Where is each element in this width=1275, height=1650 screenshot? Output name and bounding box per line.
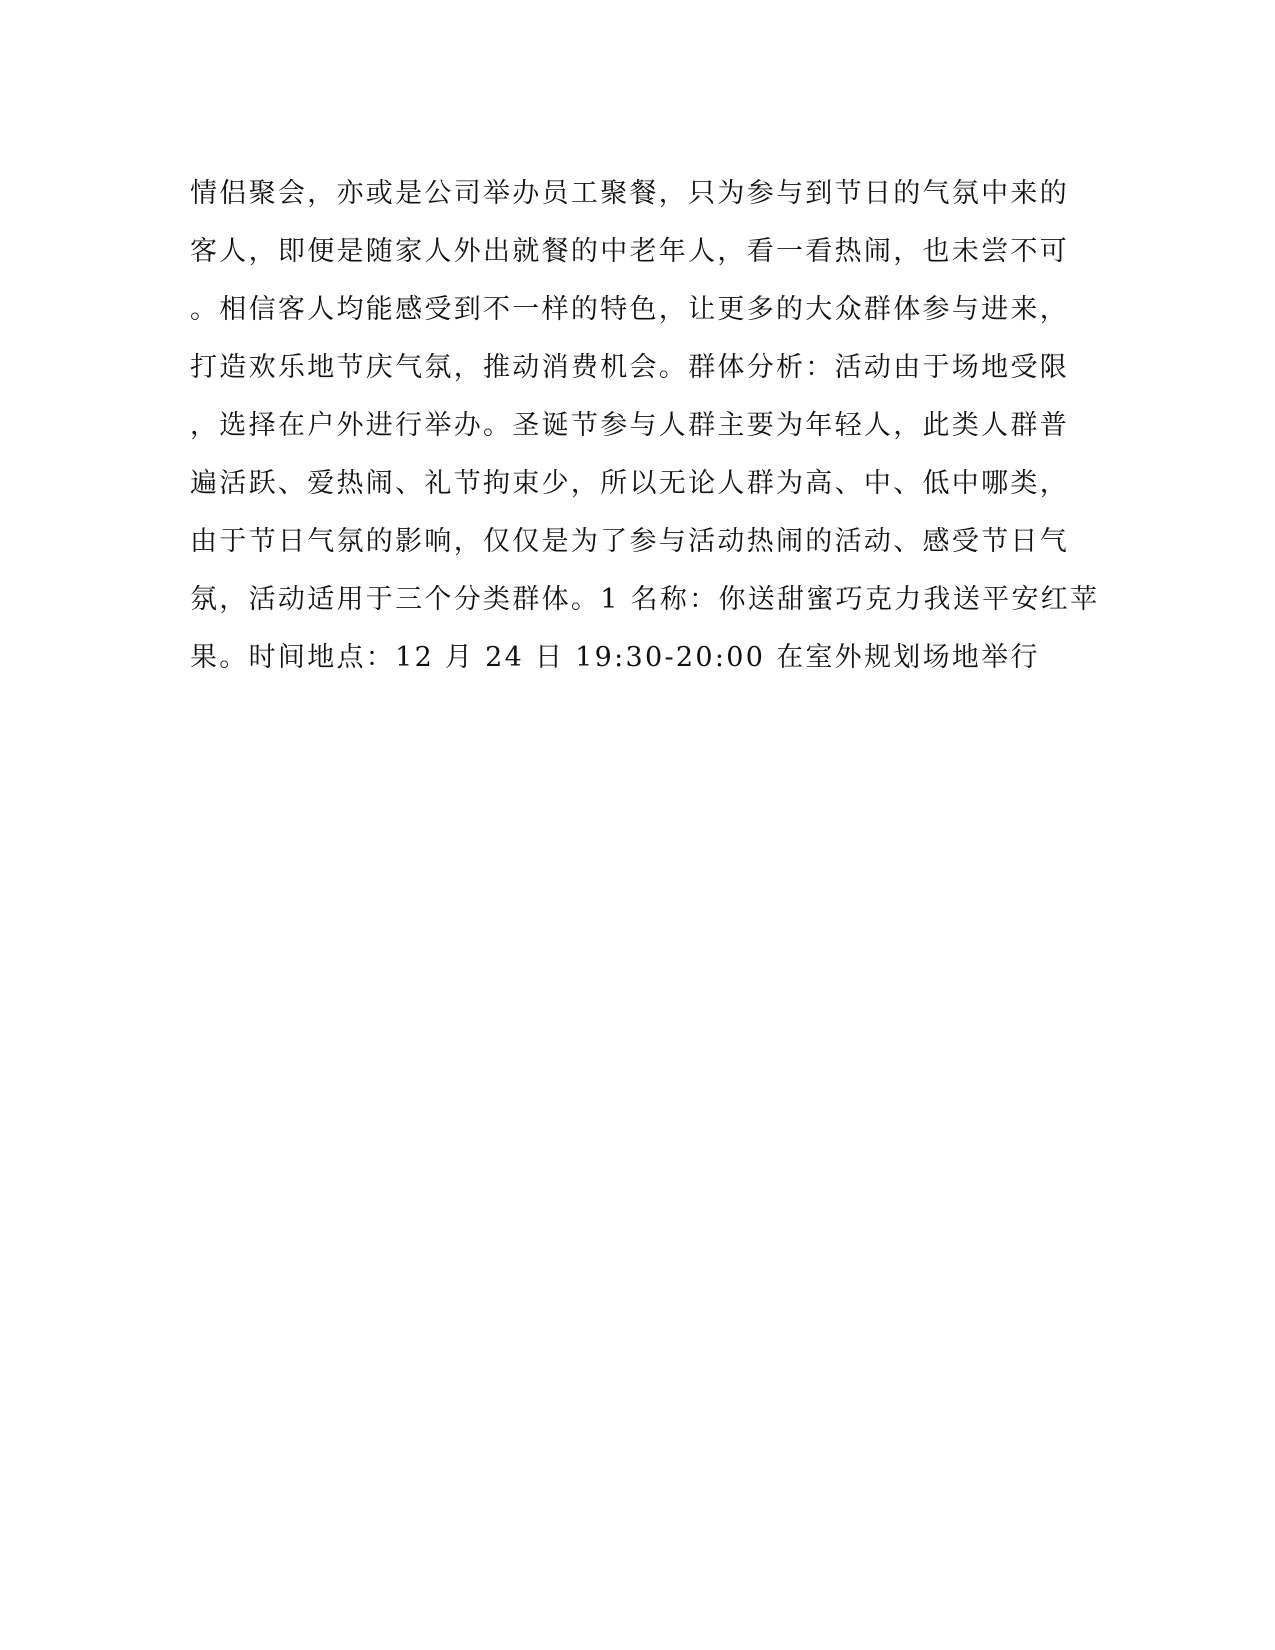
- text-line-4: 打造欢乐地节庆气氛，推动消费机会。群体分析：活动由于场地受限: [190, 352, 1069, 383]
- text-line-7: 由于节日气氛的影响，仅仅是为了参与活动热闹的活动、感受节日气: [190, 526, 1069, 557]
- text-line-6: 遍活跃、爱热闹、礼节拘束少，所以无论人群为高、中、低中哪类，: [190, 468, 1069, 499]
- text-line-9: 果。时间地点：12 月 24 日 19:30-20:00 在室外规划场地举行: [190, 642, 1040, 673]
- text-line-3: 。相信客人均能感受到不一样的特色，让更多的大众群体参与进来，: [190, 294, 1069, 325]
- text-line-8: 氛，活动适用于三个分类群体。1 名称：你送甜蜜巧克力我送平安红苹: [190, 584, 1100, 615]
- body-paragraph: [190, 165, 1100, 687]
- text-line-1: 情侣聚会，亦或是公司举办员工聚餐，只为参与到节日的气氛中来的: [190, 178, 1069, 209]
- text-line-5: ，选择在户外进行举办。圣诞节参与人群主要为年轻人，此类人群普: [190, 410, 1069, 441]
- text-line-2: 客人，即便是随家人外出就餐的中老年人，看一看热闹，也未尝不可: [190, 236, 1069, 267]
